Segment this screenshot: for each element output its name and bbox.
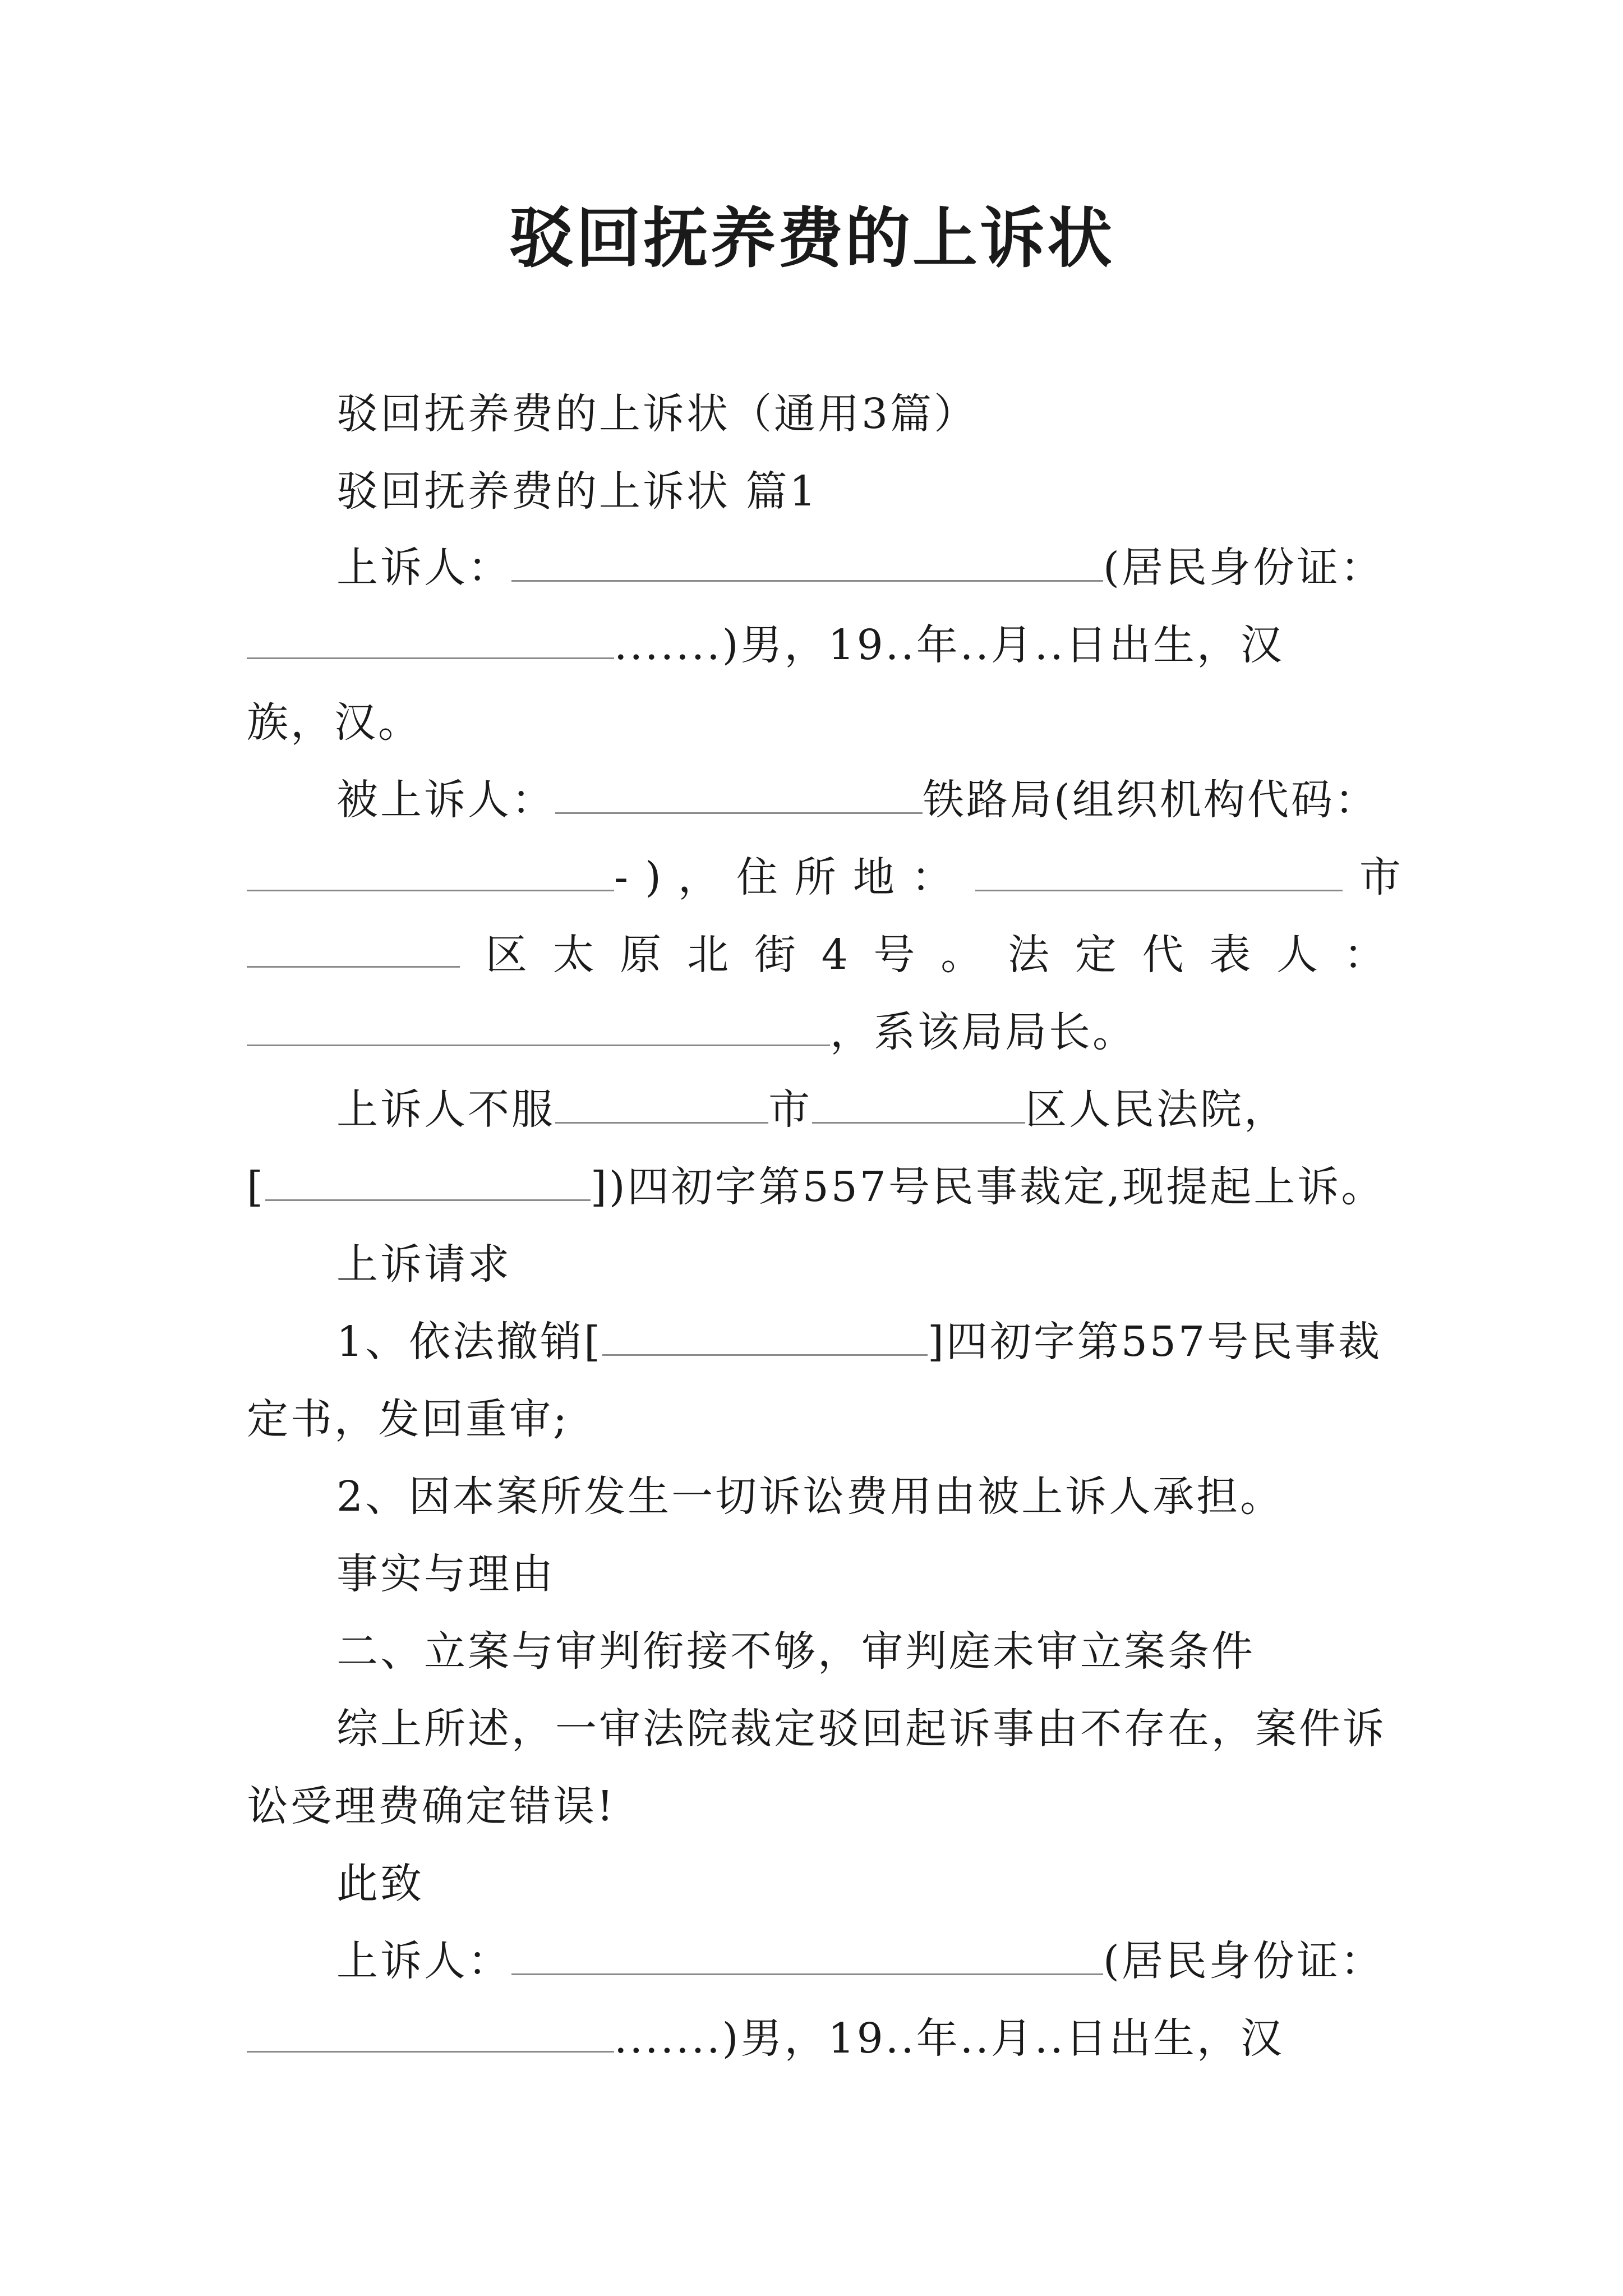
address-label: -)，住所地：: [614, 853, 970, 901]
respondent-line: [336, 772, 1385, 828]
address-char: ：: [1343, 931, 1385, 979]
respondent-label: 被上诉人：: [336, 776, 555, 824]
signature-id-blank: [247, 2012, 614, 2053]
appeal-district-blank: [812, 1083, 1025, 1124]
request-item-1-b: ]四初字第557号民事裁: [927, 1318, 1382, 1366]
appellant-name-blank: [511, 541, 1103, 582]
appellant-line: [336, 540, 1385, 596]
address-char: 4: [821, 931, 848, 979]
conclusion-line: 综上所述，一审法院裁定驳回起诉事由不存在，案件诉: [336, 1705, 1386, 1753]
respondent-name-blank: [555, 773, 923, 814]
org-code-blank: [247, 850, 614, 891]
address-line: [247, 849, 1403, 905]
id-card-label: (居民身份证：: [1103, 544, 1384, 592]
id-number-blank: [247, 618, 614, 659]
document-title: 驳回抚养费的上诉状: [509, 200, 1114, 277]
appeal-statement-b: 市: [768, 1085, 812, 1134]
signature-id-label: (居民身份证：: [1103, 1937, 1384, 1985]
address-char: 表: [1209, 931, 1251, 979]
ethnicity-line: 族，汉。: [247, 698, 422, 747]
bracket-open: [: [247, 1163, 265, 1211]
address-char: 人: [1276, 931, 1318, 979]
appeal-request-heading: 上诉请求: [336, 1240, 511, 1289]
facts-heading: 事实与理由: [336, 1550, 555, 1598]
appeal-statement-line: [336, 1082, 1385, 1138]
city-label: 市: [1359, 853, 1403, 901]
legal-rep-line: [247, 1004, 1385, 1060]
section-heading: 驳回抚养费的上诉状 篇1: [336, 467, 818, 516]
address-char: 区: [485, 931, 527, 979]
signature-details-line: [247, 2010, 1385, 2067]
request-item-1: [336, 1314, 1385, 1370]
signature-appellant-line: [336, 1933, 1385, 1989]
address-char: 太: [552, 931, 594, 979]
request-item-1-cont: 定书，发回重审;: [247, 1395, 569, 1443]
reason-item-2: 二、立案与审判衔接不够，审判庭未审立案条件: [336, 1627, 1255, 1676]
address-char: 。: [940, 931, 983, 979]
district-blank: [247, 927, 460, 968]
signature-appellant-label: 上诉人：: [336, 1937, 511, 1985]
address-char: 原: [620, 931, 662, 979]
address-char: 号: [873, 931, 915, 979]
ruling-year-blank: [265, 1160, 591, 1201]
address-char: 街: [754, 931, 796, 979]
appeal-city-blank: [555, 1083, 768, 1124]
subtitle-line: 驳回抚养费的上诉状（通用3篇）: [336, 390, 978, 438]
request-item-1-a: 1、依法撤销[: [336, 1318, 602, 1366]
request-item-2: 2、因本案所发生一切诉讼费用由被上诉人承担。: [336, 1473, 1284, 1521]
address-line-2: [247, 927, 1385, 983]
legal-rep-blank: [247, 1005, 830, 1046]
address-char: 北: [687, 931, 729, 979]
signature-details-text: .......)男，19..年..月..日出生，汉: [614, 2014, 1284, 2063]
ruling-number-line: [247, 1159, 1385, 1215]
city-blank: [975, 850, 1343, 891]
appeal-statement-c: 区人民法院，: [1025, 1085, 1288, 1134]
address-char: 定: [1075, 931, 1117, 979]
signature-name-blank: [511, 1934, 1103, 1975]
legal-rep-text: ，系该局局长。: [830, 1008, 1136, 1056]
address-char: 代: [1142, 931, 1184, 979]
appellant-details-text: .......)男，19..年..月..日出生，汉: [614, 621, 1284, 669]
appeal-statement-a: 上诉人不服: [336, 1085, 555, 1134]
revoke-ruling-blank: [602, 1315, 928, 1356]
conclusion-line-cont: 讼受理费确定错误!: [247, 1782, 616, 1830]
appellant-details-line: [247, 617, 1385, 673]
ruling-number-text: ])四初字第557号民事裁定,现提起上诉。: [590, 1163, 1385, 1211]
appellant-label: 上诉人：: [336, 544, 511, 592]
address-char: 法: [1007, 931, 1049, 979]
org-code-label: 铁路局(组织机构代码：: [923, 776, 1378, 824]
salutation: 此致: [336, 1860, 424, 1908]
